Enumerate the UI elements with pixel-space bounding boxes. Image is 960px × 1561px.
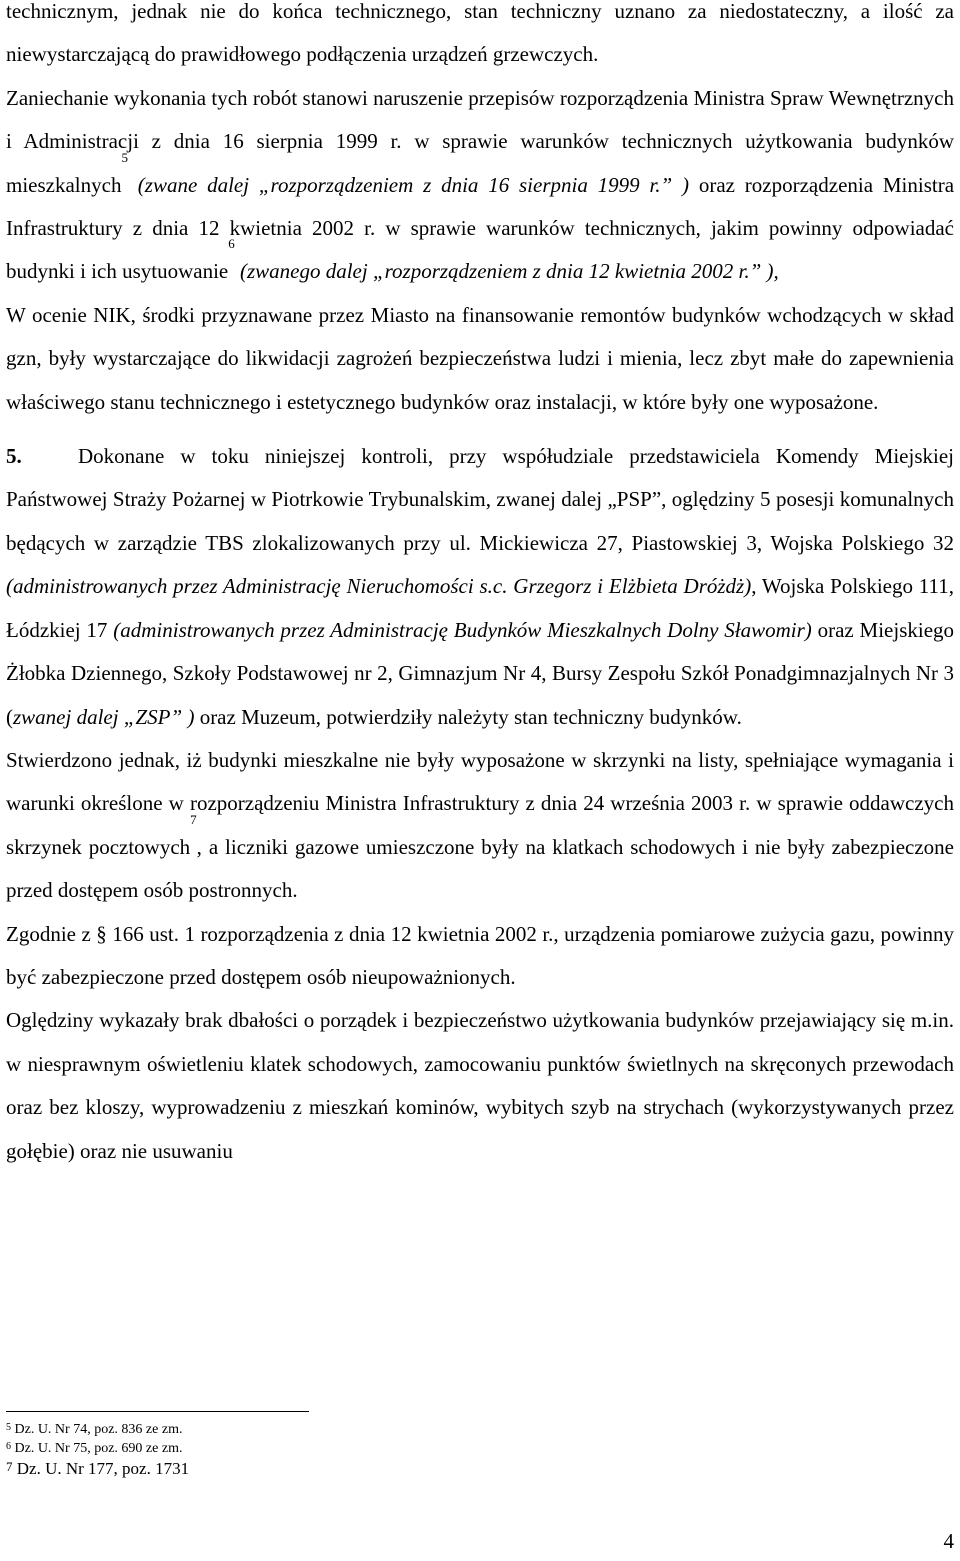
paragraph-7: Oględziny wykazały brak dbałości o porządek i bezpieczeństwo użytkowania budynków przejawiający się m.in. w niesprawnym oświetleniu klatek schodowych, zamocowaniu punktów świetlnych na skręconych przewodach oraz bez kloszy, wyprowadzeniu z mieszkań kominów, wybitych szyb na strychach (wykorzystywanych przez gołębie) oraz nie usuwaniu: [6, 1008, 954, 1163]
paragraph-2-italic-b: (zwanego dalej „rozporządzeniem z dnia 12 kwietnia 2002 r.” ),: [239, 259, 779, 284]
paragraph-4-text-b: , Wojska Polskiego 111, Łódzkiej 17: [6, 574, 954, 642]
paragraph-2-text-a: Zaniechanie wykonania tych robót stanowi naruszenie przepisów rozporządzenia Ministra Spraw Wewnętrznych i Administracji z dnia 16 sierpnia 1999 r. w sprawie warunków technicznych użytkowania budynków mieszkalnych: [6, 85, 954, 197]
paragraph-4-text-a: Dokonane w toku niniejszej kontroli, przy współudziale przedstawiciela Komendy Miejskiej Państwowej Straży Pożarnej w Piotrkowie Trybunalskim, zwanej dalej „PSP”, oględziny 5 posesji komunalnych będących w zarządzie TBS zlokalizowanych przy ul. Mickiewicza 27, Piastowskiej 3, Wojska Polskiego 32: [6, 444, 954, 555]
paragraph-5-text-a: Stwierdzono jednak, iż budynki mieszkalne nie były wyposażone w skrzynki na listy, spełniające wymagania i warunki określone w rozporządzeniu Ministra Infrastruktury z dnia 24 września 2003 r. w sprawie oddawczych skrzynek pocztowych: [6, 747, 954, 859]
footnote-text: Dz. U. Nr 75, poz. 690 ze zm.: [14, 1441, 183, 1456]
footnotes: [6, 1420, 189, 1480]
paragraph-5-text-b: , a liczniki gazowe umieszczone były na klatkach schodowych i nie były zabezpieczone przed dostępem osób postronnych.: [6, 834, 954, 903]
footnote-ref-6: 6: [228, 236, 235, 252]
footnote-number: 6: [6, 1441, 11, 1452]
page-number: 4: [943, 1529, 954, 1553]
paragraph-2: [6, 77, 954, 294]
paragraph-3: W ocenie NIK, środki przyznawane przez Miasto na finansowanie remontów budynków wchodzących w skład gzn, były wystarczające do likwidacji zagrożeń bezpieczeństwa ludzi i mienia, lecz zbyt małe do zapewnienia właściwego stanu technicznego i estetycznego budynków oraz instalacji, w które były one wyposażone.: [6, 302, 954, 414]
paragraph-4-italic-a: (administrowanych przez Administrację Nieruchomości s.c. Grzegorz i Elżbieta Dróżdż): [6, 574, 752, 599]
paragraph-2-italic-a: (zwane dalej „rozporządzeniem z dnia 16 sierpnia 1999 r.” ): [137, 172, 690, 197]
footnote-number: 7: [6, 1459, 13, 1474]
paragraph-1: technicznym, jednak nie do końca technicznego, stan techniczny uznano za niedostateczny, a ilość za niewystarczającą do prawidłowego podłączenia urządzeń grzewczych.: [6, 0, 954, 67]
paragraph-4-italic-c: zwanej dalej „ZSP” ): [13, 704, 195, 729]
paragraph-4-text-d: oraz Muzeum, potwierdziły należyty stan techniczny budynków.: [199, 704, 742, 729]
section-number: 5.: [6, 444, 22, 469]
paragraph-4: [6, 435, 954, 739]
paragraph-4-italic-b: (administrowanych przez Administrację Budynków Mieszkalnych Dolny Sławomir): [113, 617, 812, 642]
body-text: [6, 0, 954, 1173]
footnote-7: [6, 1458, 189, 1480]
footnote-5: [6, 1420, 189, 1439]
footnote-separator: [6, 1411, 309, 1412]
paragraph-5: [6, 739, 954, 913]
footnote-text: Dz. U. Nr 177, poz. 1731: [16, 1459, 190, 1478]
paragraph-6: Zgodnie z § 166 ust. 1 rozporządzenia z dnia 12 kwietnia 2002 r., urządzenia pomiarowe zużycia gazu, powinny być zabezpieczone przed dostępem osób nieupoważnionych.: [6, 921, 954, 989]
footnote-text: Dz. U. Nr 74, poz. 836 ze zm.: [14, 1422, 183, 1437]
footnote-ref-7: 7: [190, 811, 197, 827]
paragraph-2-text-b: oraz rozporządzenia Ministra Infrastruktury z dnia 12 kwietnia 2002 r. w sprawie warunków technicznych, jakim powinny odpowiadać budynki i ich usytuowanie: [6, 172, 955, 284]
footnote-6: [6, 1439, 189, 1458]
paragraph-4-text-c: oraz Miejskiego Żłobka Dziennego, Szkoły Podstawowej nr 2, Gimnazjum Nr 4, Bursy Zespołu Szkół Ponadgimnazjalnych Nr 3 (: [6, 617, 955, 729]
footnote-number: 5: [6, 1422, 11, 1433]
footnote-ref-5: 5: [121, 149, 128, 165]
